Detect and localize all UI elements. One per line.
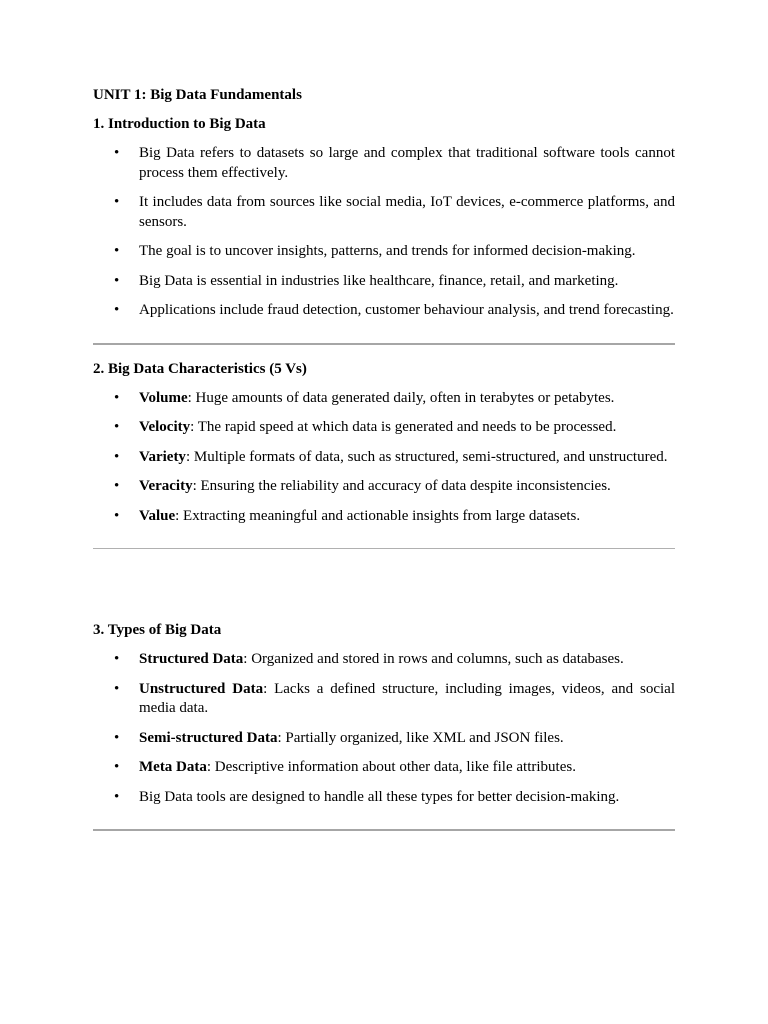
- document-page: [93, 86, 675, 831]
- section-characteristics: [93, 360, 675, 550]
- item-text: : Lacks a defined structure, including images, videos, and social media data.: [139, 680, 676, 716]
- item-text: Applications include fraud detection, customer behaviour analysis, and trend forecasting.: [139, 302, 674, 318]
- bullet-icon: •: [114, 680, 120, 697]
- section-types: [93, 621, 675, 831]
- section-title: 2. Big Data Characteristics (5 Vs): [93, 360, 307, 377]
- item-text: Big Data is essential in industries like healthcare, finance, retail, and marketing.: [139, 272, 619, 289]
- bullet-icon: •: [114, 302, 120, 318]
- bullet-list: [93, 144, 675, 321]
- item-text: : Organized and stored in rows and columns, such as databases.: [243, 651, 624, 667]
- bullet-icon: •: [114, 419, 120, 435]
- item-text: : Partially organized, like XML and JSON files.: [277, 729, 564, 746]
- item-term: Velocity: [139, 419, 191, 435]
- list-item: [93, 729, 675, 749]
- section-divider: [93, 548, 675, 549]
- bullet-icon: •: [114, 145, 120, 161]
- list-item: [93, 301, 675, 321]
- item-term: Veracity: [139, 478, 193, 494]
- bullet-icon: •: [114, 729, 120, 746]
- section-divider: [93, 829, 675, 831]
- bullet-list: [93, 650, 675, 807]
- bullet-icon: •: [114, 448, 120, 465]
- list-item: [93, 272, 675, 292]
- list-item: [93, 758, 675, 778]
- item-term: Value: [139, 507, 176, 524]
- list-item: [93, 389, 675, 409]
- list-item: [93, 448, 675, 468]
- bullet-list: [93, 389, 675, 527]
- item-text: : Huge amounts of data generated daily, often in terabytes or petabytes.: [187, 389, 615, 406]
- bullet-icon: •: [114, 651, 120, 667]
- item-text: : Descriptive information about other data, like file attributes.: [206, 759, 576, 775]
- list-item: [93, 144, 675, 183]
- bullet-icon: •: [114, 759, 120, 775]
- list-item: [93, 680, 675, 719]
- item-term: Structured Data: [139, 651, 244, 667]
- item-term: Semi-structured Data: [139, 729, 278, 746]
- item-text: It includes data from sources like social media, IoT devices, e-commerce platforms, and sensors.: [139, 194, 675, 230]
- item-text: The goal is to uncover insights, patterns, and trends for informed decision-making.: [139, 243, 636, 259]
- item-text: : Extracting meaningful and actionable insights from large datasets.: [175, 507, 581, 524]
- list-item: [93, 650, 675, 670]
- item-term: Meta Data: [139, 759, 207, 775]
- bullet-icon: •: [114, 788, 120, 805]
- item-text: : The rapid speed at which data is generated and needs to be processed.: [190, 419, 617, 435]
- bullet-icon: •: [114, 478, 120, 494]
- list-item: [93, 193, 675, 232]
- item-text: Big Data refers to datasets so large and complex that traditional software tools cannot process them effectively.: [139, 145, 675, 181]
- item-term: Volume: [139, 389, 188, 406]
- list-item: [93, 788, 675, 808]
- list-item: [93, 418, 675, 438]
- list-item: [93, 242, 675, 262]
- item-text: : Ensuring the reliability and accuracy of data despite inconsistencies.: [192, 478, 611, 494]
- section-introduction: [93, 115, 675, 345]
- list-item: [93, 477, 675, 497]
- section-title: 3. Types of Big Data: [93, 622, 222, 638]
- section-title: 1. Introduction to Big Data: [93, 116, 266, 132]
- item-term: Variety: [139, 448, 186, 465]
- list-item: [93, 507, 675, 527]
- item-term: Unstructured Data: [139, 680, 264, 697]
- bullet-icon: •: [114, 507, 120, 524]
- bullet-icon: •: [114, 243, 120, 259]
- section-divider: [93, 343, 675, 345]
- unit-title: UNIT 1: Big Data Fundamentals: [93, 87, 302, 103]
- bullet-icon: •: [114, 389, 120, 406]
- item-text: : Multiple formats of data, such as structured, semi-structured, and unstructured.: [185, 448, 668, 465]
- item-text: Big Data tools are designed to handle all these types for better decision-making.: [139, 788, 620, 805]
- bullet-icon: •: [114, 194, 120, 210]
- bullet-icon: •: [114, 272, 120, 289]
